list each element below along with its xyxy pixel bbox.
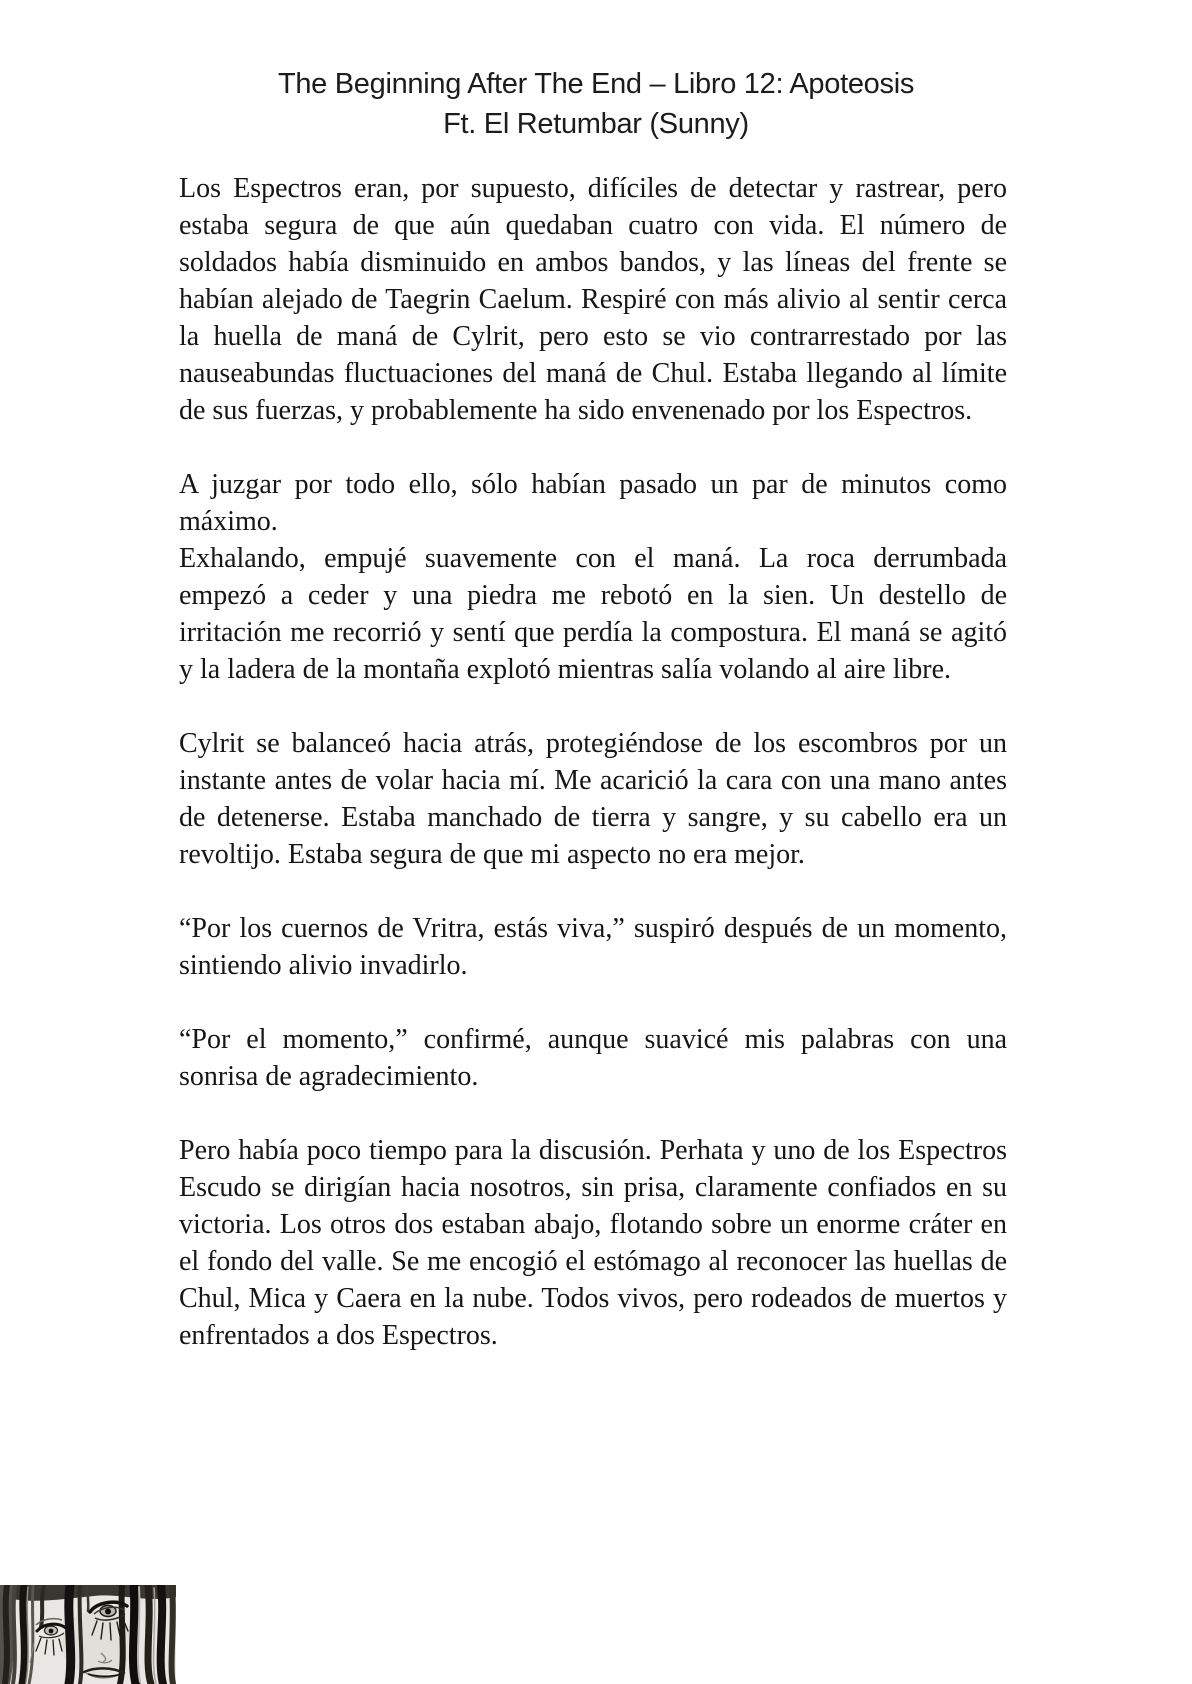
paragraph: “Por los cuernos de Vritra, estás viva,” suspiró después de un momento, sintiendo alivio invadirlo. xyxy=(179,913,1007,981)
manga-face-image xyxy=(0,1585,176,1684)
paragraph: Cylrit se balanceó hacia atrás, protegiéndose de los escombros por un instante antes de volar hacia mí. Me acarició la cara con una mano antes de detenerse. Estaba manchado de tierra y sangre, y su cabello era un revoltijo. Estaba segura de que mi aspecto no era mejor. xyxy=(179,728,1007,870)
paragraph: “Por el momento,” confirmé, aunque suavicé mis palabras con una sonrisa de agradecimiento. xyxy=(179,1024,1007,1092)
paragraph: A juzgar por todo ello, sólo habían pasado un par de minutos como máximo. xyxy=(179,469,1007,537)
page-title: The Beginning After The End – Libro 12: Apoteosis xyxy=(277,68,915,100)
page-subtitle: Ft. El Retumbar (Sunny) xyxy=(443,108,749,140)
paragraph: Los Espectros eran, por supuesto, difíciles de detectar y rastrear, pero estaba segura de que aún quedaban cuatro con vida. El número de soldados había disminuido en ambos bandos, y las líneas del frente se habían alejado de Taegrin Caelum. Respiré con más alivio al sentir cerca la huella de maná de Cylrit, pero esto se vio contrarrestado por las nauseabundas fluctuaciones del maná de Chul. Estaba llegando al límite de sus fuerzas, y probablemente ha sido envenenado por los Espectros. xyxy=(179,173,1007,426)
body-text xyxy=(179,170,1007,1391)
document-header xyxy=(0,0,1192,144)
paragraph: Pero había poco tiempo para la discusión. Perhata y uno de los Espectros Escudo se dirigían hacia nosotros, sin prisa, claramente confiados en su victoria. Los otros dos estaban abajo, flotando sobre un enorme cráter en el fondo del valle. Se me encogió el estómago al reconocer las huellas de Chul, Mica y Caera en la nube. Todos vivos, pero rodeados de muertos y enfrentados a dos Espectros. xyxy=(179,1135,1007,1351)
paragraph: Exhalando, empujé suavemente con el maná. La roca derrumbada empezó a ceder y una piedra me rebotó en la sien. Un destello de irritación me recorrió y sentí que perdía la compostura. El maná se agitó y la ladera de la montaña explotó mientras salía volando al aire libre. xyxy=(179,543,1007,685)
